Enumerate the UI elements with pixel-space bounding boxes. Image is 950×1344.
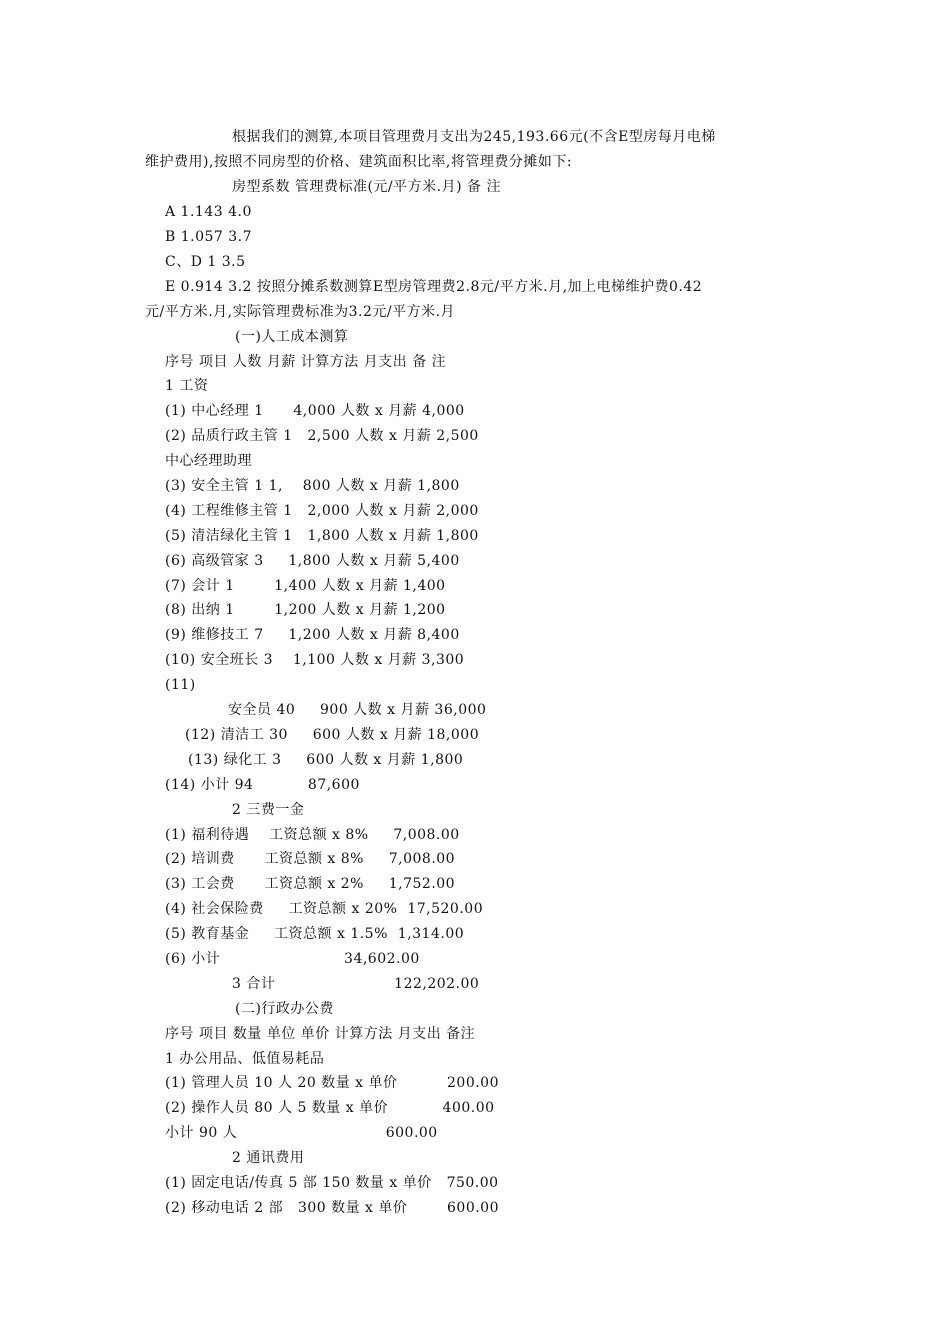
labor-row-14-subtotal: (14) 小计 94 87,600 [165, 777, 360, 793]
labor-row-1: (1) 中心经理 1 4,000 人数 x 月薪 4,000 [165, 403, 465, 419]
labor-row-5: (5) 清洁绿化主管 1 1,800 人数 x 月薪 1,800 [165, 528, 479, 544]
labor-fees-title: 2 三费一金 [232, 802, 305, 818]
room-type-cd: C、D 1 3.5 [165, 254, 246, 270]
comm-row-1: (1) 固定电话/传真 5 部 150 数量 x 单价 750.00 [165, 1175, 499, 1191]
office-supplies-title: 1 办公用品、低值易耗品 [165, 1051, 325, 1067]
room-type-e-cont: 元/平方米.月,实际管理费标准为3.2元/平方米.月 [145, 304, 456, 320]
labor-row-11: 安全员 40 900 人数 x 月薪 36,000 [228, 702, 487, 718]
room-type-a: A 1.143 4.0 [165, 204, 252, 220]
labor-wages-title: 1 工资 [165, 378, 209, 394]
labor-row-8: (8) 出纳 1 1,200 人数 x 月薪 1,200 [165, 602, 446, 618]
office-row-1: (1) 管理人员 10 人 20 数量 x 单价 200.00 [165, 1075, 499, 1091]
section-labor-title: (一)人工成本测算 [235, 329, 349, 345]
fees-row-2: (2) 培训费 工资总额 x 8% 7,008.00 [165, 851, 456, 867]
labor-row-12: (12) 清洁工 30 600 人数 x 月薪 18,000 [185, 727, 480, 743]
room-type-b: B 1.057 3.7 [165, 229, 253, 245]
intro-line-1: 根据我们的测算,本项目管理费月支出为245,193.66元(不含E型房每月电梯 [232, 129, 716, 145]
office-subtotal: 小计 90 人 600.00 [165, 1125, 438, 1141]
labor-row-10: (10) 安全班长 3 1,100 人数 x 月薪 3,300 [165, 652, 465, 668]
fees-row-5: (5) 教育基金 工资总额 x 1.5% 1,314.00 [165, 926, 465, 942]
comm-row-2: (2) 移动电话 2 部 300 数量 x 单价 600.00 [165, 1200, 499, 1216]
labor-table-header: 序号 项目 人数 月薪 计算方法 月支出 备 注 [165, 354, 447, 370]
labor-row-3: (3) 安全主管 1 1, 800 人数 x 月薪 1,800 [165, 478, 460, 494]
labor-row-9: (9) 维修技工 7 1,200 人数 x 月薪 8,400 [165, 627, 460, 643]
labor-row-7: (7) 会计 1 1,400 人数 x 月薪 1,400 [165, 578, 446, 594]
office-row-2: (2) 操作人员 80 人 5 数量 x 单价 400.00 [165, 1100, 495, 1116]
labor-total: 3 合计 122,202.00 [232, 976, 480, 992]
labor-row-6: (6) 高级管家 3 1,800 人数 x 月薪 5,400 [165, 553, 460, 569]
fees-row-1: (1) 福利待遇 工资总额 x 8% 7,008.00 [165, 827, 460, 843]
fees-row-3: (3) 工会费 工资总额 x 2% 1,752.00 [165, 876, 456, 892]
labor-row-2: (2) 品质行政主管 1 2,500 人数 x 月薪 2,500 [165, 428, 479, 444]
labor-row-13: (13) 绿化工 3 600 人数 x 月薪 1,800 [188, 752, 464, 768]
fees-row-4: (4) 社会保险费 工资总额 x 20% 17,520.00 [165, 901, 484, 917]
fees-row-6-subtotal: (6) 小计 34,602.00 [165, 951, 420, 967]
room-type-e: E 0.914 3.2 按照分摊系数测算E型房管理费2.8元/平方米.月,加上电梯维护费0.42 [165, 279, 703, 295]
room-type-header: 房型系数 管理费标准(元/平方米.月) 备 注 [232, 179, 501, 195]
labor-row-assistant: 中心经理助理 [165, 453, 252, 469]
labor-row-4: (4) 工程维修主管 1 2,000 人数 x 月薪 2,000 [165, 503, 479, 519]
intro-line-2: 维护费用),按照不同房型的价格、建筑面积比率,将管理费分摊如下: [145, 154, 573, 170]
section-office-title: (二)行政办公费 [235, 1001, 334, 1017]
comm-title: 2 通讯费用 [232, 1150, 305, 1166]
office-table-header: 序号 项目 数量 单位 单价 计算方法 月支出 备注 [165, 1026, 476, 1042]
labor-row-11-index: (11) [165, 677, 196, 693]
